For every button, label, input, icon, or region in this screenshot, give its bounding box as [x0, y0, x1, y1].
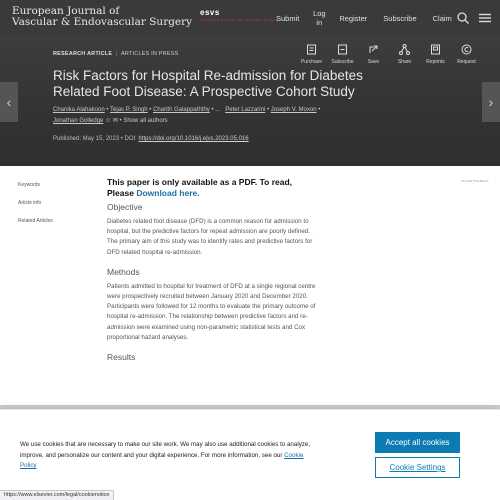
nav-register[interactable]: Register [339, 13, 368, 23]
menu-icon[interactable] [478, 11, 492, 25]
doi-label: DOI: [124, 136, 137, 142]
accept-all-cookies-button[interactable]: Accept all cookies [375, 432, 460, 453]
article-abstract [107, 177, 322, 367]
top-nav [0, 0, 500, 36]
cookie-text [20, 440, 320, 472]
search-icon[interactable] [456, 11, 470, 25]
journal-logo[interactable] [12, 6, 192, 28]
author-ellipsis: ... [215, 107, 221, 113]
articles-in-press-link[interactable]: ARTICLES IN PRESS [121, 51, 179, 57]
share-label: Share [397, 59, 412, 65]
save-label: Save [367, 59, 380, 65]
esvs-logo-subtext: European Society for Vascular Surgery [200, 18, 279, 22]
prev-article-arrow-icon[interactable]: ‹ [0, 82, 18, 122]
section-heading-methods: Methods [107, 266, 140, 277]
section-heading-objective: Objective [107, 202, 143, 212]
sidebar-item-related-articles[interactable]: Related Articles [18, 218, 53, 224]
author-link[interactable]: Tejas P. Singh [110, 107, 148, 113]
request-label: Request [457, 59, 476, 65]
save-icon [368, 44, 379, 55]
browser-status-url: https://www.elsevier.com/legal/cookienotice [0, 490, 114, 500]
author-link[interactable]: Peter Lazzarini [225, 107, 266, 113]
nav-links [268, 0, 460, 36]
reprints-button[interactable] [420, 44, 451, 65]
breadcrumb [53, 51, 178, 57]
sidebar-item-article-info[interactable]: Article info [18, 200, 42, 206]
cookie-policy-link[interactable]: Cookie Policy [20, 451, 304, 469]
nav-login[interactable]: Log in [313, 9, 326, 27]
publication-info: Published: May 15, 2023 • DOI: https://doi.org/10.1016/j.ejvs.2023.05.016 [53, 136, 249, 142]
methods-text: Patients admitted to hospital for treatment of DFD at a single regional centre were prospectively recruited between January 2020 and December 2020. Participants were followed for 12 months to evaluate the primary outcome of hospital re-admission. The relationship between predictive factors and re-admission were examined using non-parametric statistical tests and Cox proportional hazard analyses. [107, 282, 316, 341]
subscribe-button[interactable] [327, 44, 358, 65]
sidebar-item-keywords[interactable]: Keywords [18, 182, 40, 188]
reprints-label: Reprints [426, 59, 445, 65]
author-link[interactable]: Chanika Alahakoon [53, 107, 105, 113]
download-pdf-link[interactable]: Download here. [136, 188, 200, 198]
nav-claim[interactable]: Claim [432, 13, 452, 23]
nav-submit[interactable]: Submit [276, 13, 300, 23]
share-icon [399, 44, 410, 55]
logo-line-2: Vascular & Endovascular Surgery [12, 16, 193, 28]
pdf-notice [107, 177, 322, 199]
email-icon[interactable]: ✉ [112, 118, 118, 124]
subscribe-icon [337, 44, 348, 55]
purchase-label: Purchase [300, 59, 323, 65]
author-link[interactable]: Charith Galappaththy [153, 107, 210, 113]
purchase-icon [306, 44, 317, 55]
objective-text: Diabetes related foot disease (DFD) is a common reason for admission to hospital, but the predictive factors for repeat admission are poorly defined. The primary aim of this study was to identify rates and predictive factors for DFD related hospital re-admission. [107, 218, 313, 256]
nav-subscribe[interactable]: Subscribe [383, 13, 417, 23]
esvs-logo[interactable] [200, 8, 279, 22]
esvs-logo-text: esvs [200, 8, 220, 17]
doi-link[interactable]: https://doi.org/10.1016/j.ejvs.2023.05.016 [138, 136, 249, 142]
subscribe-label: Subscribe [331, 59, 354, 65]
save-button[interactable] [358, 44, 389, 65]
article-sidebar-nav [18, 182, 53, 236]
section-heading-results: Results [107, 352, 136, 363]
reprints-icon [430, 44, 441, 55]
author-link[interactable]: Joseph V. Moxon [270, 107, 317, 113]
pdf-notice-text: This paper is only available as a PDF. To read, [107, 177, 293, 187]
author-link[interactable]: Jonathan Golledge [53, 118, 104, 124]
cookie-banner [0, 409, 500, 500]
article-type: RESEARCH ARTICLE [53, 51, 113, 57]
author-list: Chanika Alahakoon • Tejas P. Singh • Charith Galappaththy • ... Peter Lazzarini • Joseph V. Moxon • Jonathan Golledge ☺ ✉ • Show all authors [53, 107, 321, 124]
article-header [0, 36, 500, 166]
article-actions [296, 44, 482, 65]
request-button[interactable] [451, 44, 482, 65]
next-article-arrow-icon[interactable]: › [482, 82, 500, 122]
logo-line-1: European Journal of [12, 5, 120, 17]
article-title: Risk Factors for Hospital Re-admission for Diabetes Related Foot Disease: A Prospective Cohort Study [53, 68, 363, 99]
pdf-notice-please: Please [107, 188, 137, 198]
show-all-authors-link[interactable]: Show all authors [123, 118, 168, 124]
share-button[interactable] [389, 44, 420, 65]
cookie-message: We use cookies that are necessary to make our site work. We may also use additional cookies to analyze, improve, and personalize our content and your digital experience. For more information, see our [20, 441, 311, 459]
advertisement-label: ADVERTISEMENT [461, 179, 490, 183]
person-icon: ☺ [105, 118, 112, 124]
cookie-settings-button[interactable]: Cookie Settings [375, 457, 460, 478]
copyright-icon [461, 44, 472, 55]
published-date: Published: May 15, 2023 [53, 136, 120, 142]
breadcrumb-separator: | [115, 51, 118, 57]
purchase-button[interactable] [296, 44, 327, 65]
